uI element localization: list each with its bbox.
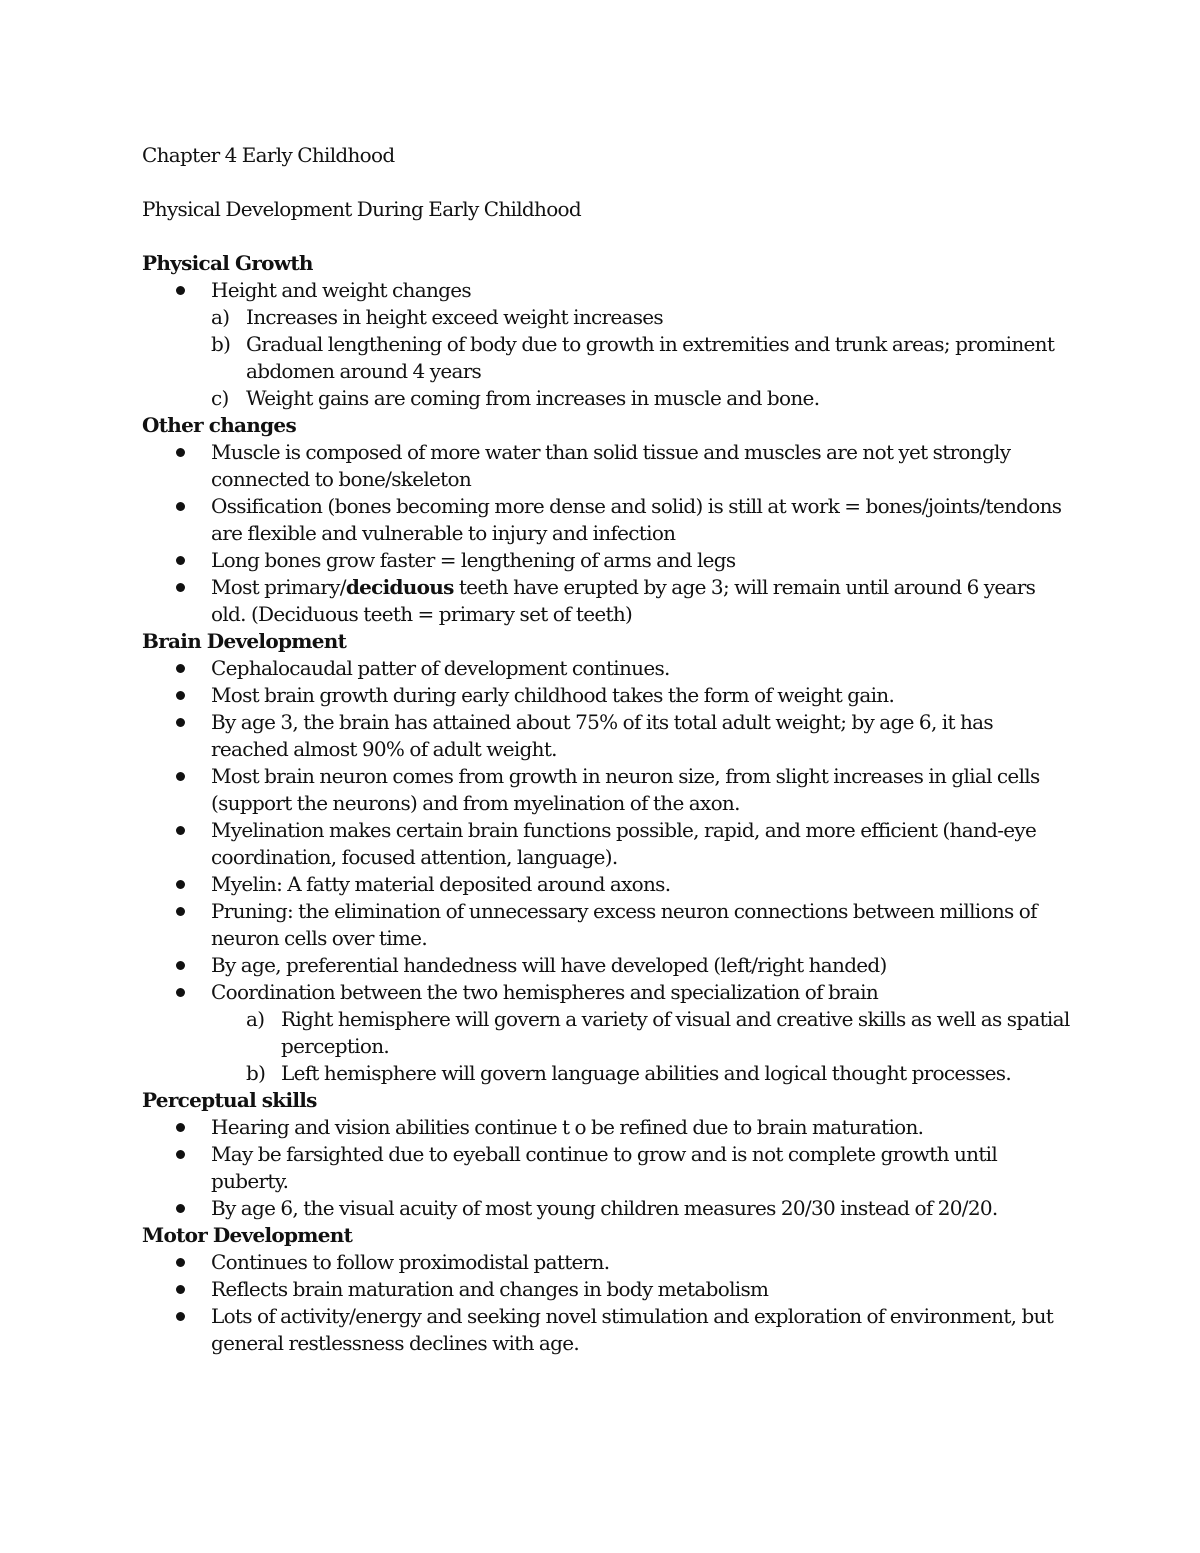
list-item-text: Most brain growth during early childhood takes the form of weight gain. xyxy=(211,683,895,707)
list-item-text: Reflects brain maturation and changes in body metabolism xyxy=(211,1277,769,1301)
list-item-text: Lots of activity/energy and seeking novel stimulation and exploration of environment, but general restlessness declines with age. xyxy=(211,1304,1054,1355)
list-item xyxy=(142,709,1072,763)
sub-list-text: Weight gains are coming from increases in muscle and bone. xyxy=(246,386,820,410)
bullet-list xyxy=(142,655,1072,1087)
list-item xyxy=(142,898,1072,952)
list-item xyxy=(142,547,1072,574)
list-item xyxy=(142,1303,1072,1357)
bullet-icon xyxy=(176,826,185,835)
bullet-icon xyxy=(176,1204,185,1213)
list-item-text: Cephalocaudal patter of development continues. xyxy=(211,656,670,680)
sub-list-item xyxy=(246,1060,1072,1087)
list-item-text: Myelination makes certain brain functions possible, rapid, and more efficient (hand-eye coordination, focused attention, language). xyxy=(211,818,1037,869)
list-item xyxy=(142,1249,1072,1276)
list-item xyxy=(142,682,1072,709)
list-item xyxy=(142,817,1072,871)
list-item-text: Pruning: the elimination of unnecessary excess neuron connections between millions of neuron cells over time. xyxy=(211,899,1037,950)
bullet-icon xyxy=(176,988,185,997)
list-item-text: teeth have erupted by age 3; will remain until around 6 years old. (Deciduous teeth = primary set of teeth) xyxy=(211,575,1036,626)
bullet-icon xyxy=(176,1285,185,1294)
section-heading: Perceptual skills xyxy=(142,1088,317,1112)
sub-list-item xyxy=(246,1006,1072,1060)
sub-list-item xyxy=(211,304,1072,331)
list-item xyxy=(142,1114,1072,1141)
list-item xyxy=(142,574,1072,628)
sub-list-marker: a) xyxy=(211,305,230,329)
list-item-text: Most brain neuron comes from growth in neuron size, from slight increases in glial cells (support the neurons) and from myelination of the axon. xyxy=(211,764,1040,815)
sub-list-text: Gradual lengthening of body due to growth in extremities and trunk areas; prominent abdomen around 4 years xyxy=(246,332,1055,383)
section-heading: Other changes xyxy=(142,413,297,437)
list-item xyxy=(142,655,1072,682)
bullet-icon xyxy=(176,448,185,457)
list-item-text: By age 6, the visual acuity of most young children measures 20/30 instead of 20/20. xyxy=(211,1196,998,1220)
list-item-text: Height and weight changes xyxy=(211,278,471,302)
bullet-icon xyxy=(176,1123,185,1132)
bullet-icon xyxy=(176,286,185,295)
list-item-text: Long bones grow faster = lengthening of arms and legs xyxy=(211,548,736,572)
bullet-icon xyxy=(176,880,185,889)
sub-list-marker: c) xyxy=(211,386,229,410)
bullet-icon xyxy=(176,502,185,511)
bullet-list xyxy=(142,277,1072,412)
document-body xyxy=(142,142,1072,1357)
list-item xyxy=(142,493,1072,547)
list-item-text: May be farsighted due to eyeball continue to grow and is not complete growth until puberty. xyxy=(211,1142,998,1193)
list-item-text: Muscle is composed of more water than solid tissue and muscles are not yet strongly connected to bone/skeleton xyxy=(211,440,1011,491)
bullet-list xyxy=(142,1249,1072,1357)
list-item-text: Myelin: A fatty material deposited around axons. xyxy=(211,872,671,896)
bullet-list xyxy=(142,439,1072,628)
sub-list-item xyxy=(211,331,1072,385)
section-heading: Motor Development xyxy=(142,1223,353,1247)
bullet-icon xyxy=(176,772,185,781)
sub-list-marker: b) xyxy=(211,332,231,356)
sections-container xyxy=(142,250,1072,1357)
list-item-text: Hearing and vision abilities continue t o be refined due to brain maturation. xyxy=(211,1115,924,1139)
section-heading: Physical Growth xyxy=(142,251,313,275)
list-item xyxy=(142,277,1072,412)
list-item xyxy=(142,979,1072,1087)
list-item-text: Continues to follow proximodistal pattern. xyxy=(211,1250,610,1274)
bullet-icon xyxy=(176,1312,185,1321)
list-item xyxy=(142,763,1072,817)
document-title: Chapter 4 Early Childhood xyxy=(142,143,395,167)
bullet-icon xyxy=(176,583,185,592)
sub-list-item xyxy=(211,385,1072,412)
sub-list-marker: b) xyxy=(246,1061,266,1085)
section-heading: Brain Development xyxy=(142,629,347,653)
list-item xyxy=(142,1276,1072,1303)
document-subtitle: Physical Development During Early Childhood xyxy=(142,197,581,221)
sub-list xyxy=(211,304,1072,412)
sub-list-text: Left hemisphere will govern language abilities and logical thought processes. xyxy=(281,1061,1012,1085)
bullet-icon xyxy=(176,556,185,565)
list-item xyxy=(142,439,1072,493)
list-item xyxy=(142,952,1072,979)
sub-list-marker: a) xyxy=(246,1007,265,1031)
bullet-icon xyxy=(176,664,185,673)
bullet-icon xyxy=(176,691,185,700)
list-item-text: Most primary/ xyxy=(211,575,346,599)
list-item-text: Ossification (bones becoming more dense and solid) is still at work = bones/joints/tendons are flexible and vulnerable to injury and infection xyxy=(211,494,1062,545)
list-item xyxy=(142,1141,1072,1195)
bullet-icon xyxy=(176,1258,185,1267)
bold-term: deciduous xyxy=(345,575,454,599)
list-item xyxy=(142,1195,1072,1222)
sub-list-text: Increases in height exceed weight increases xyxy=(246,305,663,329)
bullet-icon xyxy=(176,961,185,970)
bullet-list xyxy=(142,1114,1072,1222)
sub-list xyxy=(246,1006,1072,1087)
list-item-text: Coordination between the two hemispheres and specialization of brain xyxy=(211,980,879,1004)
list-item-text: By age 3, the brain has attained about 75% of its total adult weight; by age 6, it has reached almost 90% of adult weight. xyxy=(211,710,993,761)
list-item xyxy=(142,871,1072,898)
bullet-icon xyxy=(176,1150,185,1159)
bullet-icon xyxy=(176,907,185,916)
list-item-text: By age, preferential handedness will have developed (left/right handed) xyxy=(211,953,887,977)
bullet-icon xyxy=(176,718,185,727)
sub-list-text: Right hemisphere will govern a variety of visual and creative skills as well as spatial perception. xyxy=(281,1007,1070,1058)
